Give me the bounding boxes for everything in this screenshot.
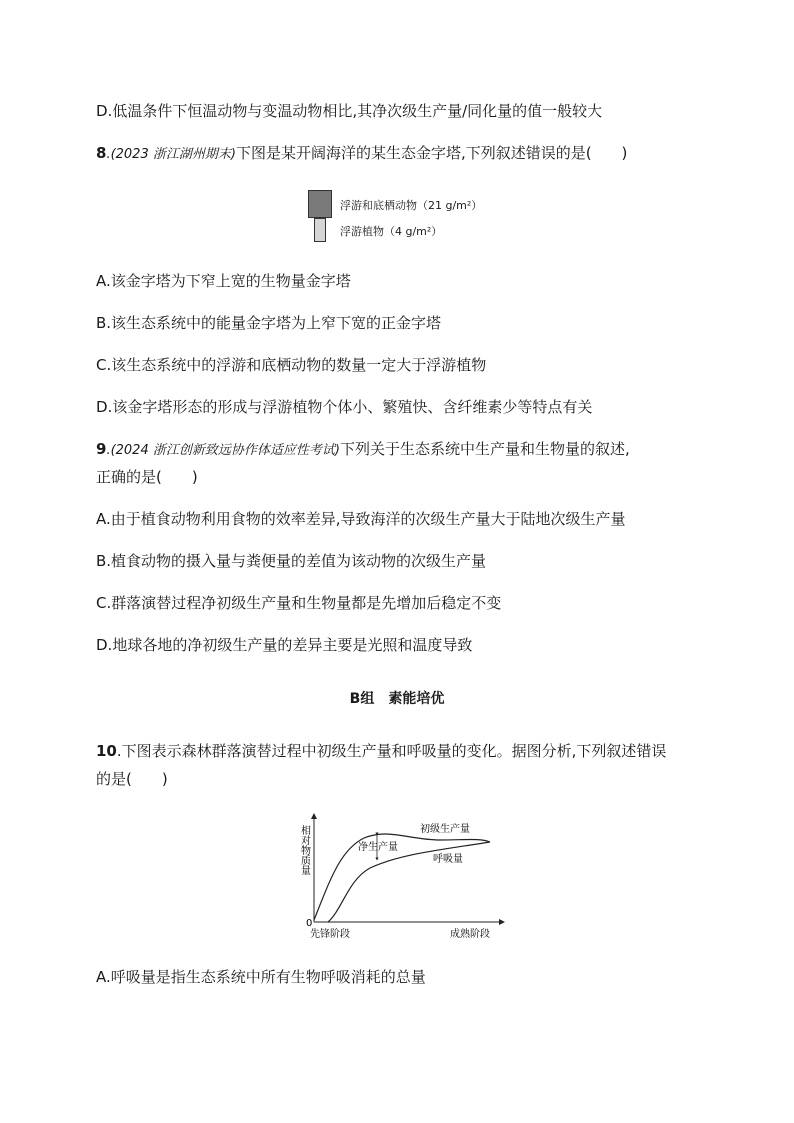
q10-number: 10 xyxy=(96,742,117,760)
pyramid-bottom-bar xyxy=(314,218,326,242)
q9-option-d: D.地球各地的净初级生产量的差异主要是光照和温度导致 xyxy=(96,636,473,654)
q9-option-a: A.由于植食动物利用食物的效率差异,导致海洋的次级生产量大于陆地次级生产量 xyxy=(96,510,626,528)
x-tick-label-mature: 成熟阶段 xyxy=(450,929,490,940)
series-primary-production xyxy=(314,834,490,920)
origin-label: 0 xyxy=(306,918,313,929)
ecological-pyramid-figure xyxy=(308,190,528,246)
q10-stem-cont: 的是( ) xyxy=(96,770,168,788)
q8-stem xyxy=(96,142,698,166)
q8-option-c: C.该生态系统中的浮游和底栖动物的数量一定大于浮游植物 xyxy=(96,356,487,374)
q8-number: 8 xyxy=(96,144,107,162)
q7-option-d: D.低温条件下恒温动物与变温动物相比,其净次级生产量/同化量的值一般较大 xyxy=(96,102,603,120)
x-tick-label-pioneer: 先锋阶段 xyxy=(310,929,350,940)
q9-stem-text: 下列关于生态系统中生产量和生物量的叙述, xyxy=(339,440,630,458)
y-axis-label: 相对物质量 xyxy=(298,825,310,875)
q9-stem xyxy=(96,438,698,462)
q9-source: .(2024 浙江创新致远协作体适应性考试) xyxy=(106,443,340,458)
q9-number: 9 xyxy=(96,440,107,458)
q10-option-a: A.呼吸量是指生态系统中所有生物呼吸消耗的总量 xyxy=(96,968,426,986)
succession-chart xyxy=(290,810,510,945)
q9-stem-cont: 正确的是( ) xyxy=(96,468,198,486)
q8-option-b: B.该生态系统中的能量金字塔为上窄下宽的正金字塔 xyxy=(96,314,442,332)
q8-source: .(2023 浙江湖州期末) xyxy=(106,147,236,162)
q10-stem-text: .下图表示森林群落演替过程中初级生产量和呼吸量的变化。据图分析,下列叙述错误 xyxy=(116,742,667,760)
label-primary-production: 初级生产量 xyxy=(420,824,470,835)
series-respiration xyxy=(328,842,490,922)
q8-stem-text: 下图是某开阔海洋的某生态金字塔,下列叙述错误的是( ) xyxy=(235,144,628,162)
q9-option-b: B.植食动物的摄入量与粪便量的差值为该动物的次级生产量 xyxy=(96,552,487,570)
section-title: B组 素能培优 xyxy=(349,691,445,707)
label-respiration: 呼吸量 xyxy=(433,854,463,865)
q10-stem xyxy=(96,740,698,762)
pyramid-bottom-label: 浮游植物（4 g/m²） xyxy=(340,225,443,238)
pyramid-top-bar xyxy=(308,190,332,218)
q8-option-d: D.该金字塔形态的形成与浮游植物个体小、繁殖快、含纤维素少等特点有关 xyxy=(96,398,593,416)
label-net-production: 净生产量 xyxy=(358,842,398,853)
q8-option-a: A.该金字塔为下窄上宽的生物量金字塔 xyxy=(96,272,351,290)
pyramid-top-label: 浮游和底栖动物（21 g/m²） xyxy=(340,199,483,212)
q9-option-c: C.群落演替过程净初级生产量和生物量都是先增加后稳定不变 xyxy=(96,594,502,612)
